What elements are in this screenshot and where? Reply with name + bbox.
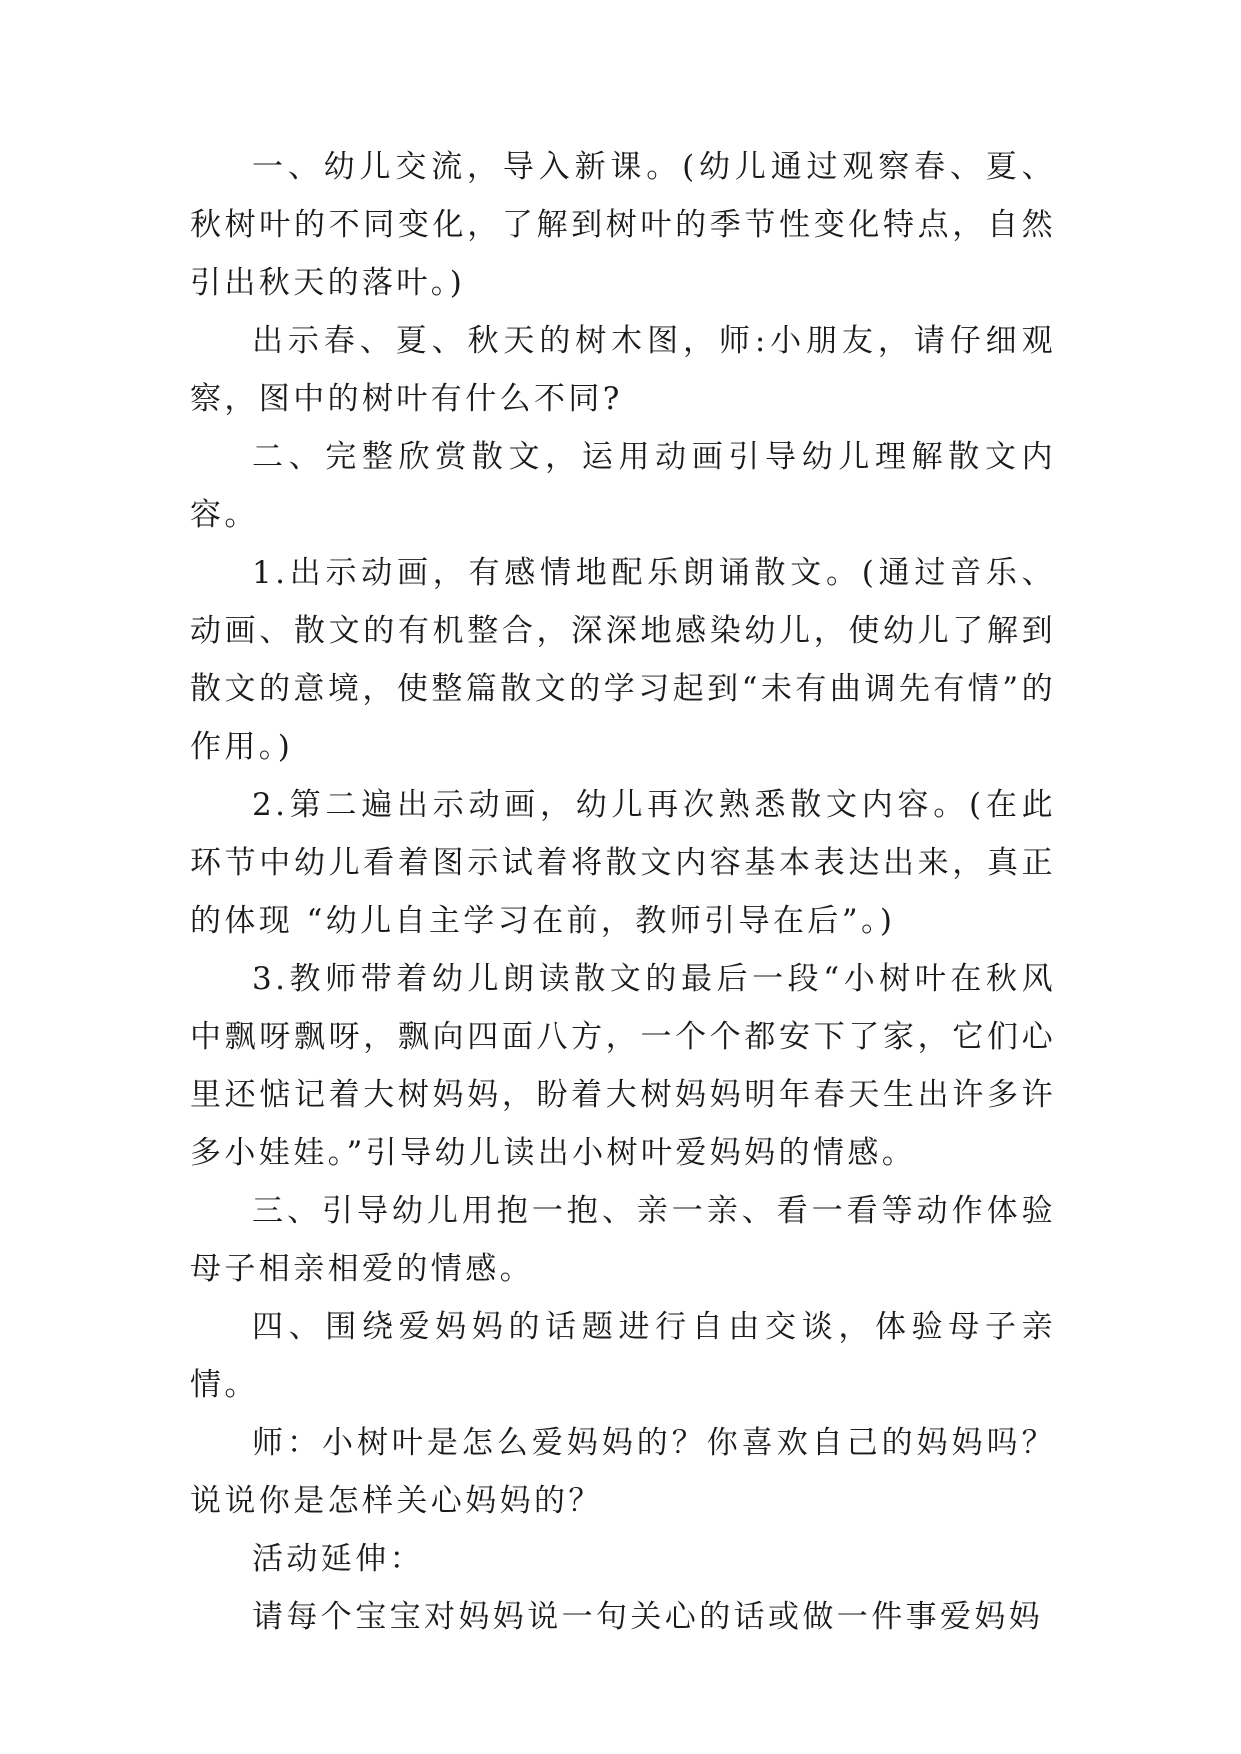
paragraph-show-trees: 出示春、夏、秋天的树木图，师:小朋友，请仔细观察，图中的树叶有什么不同? bbox=[190, 323, 1056, 417]
paragraph-appreciate-prose: 二、完整欣赏散文，运用动画引导幼儿理解散文内容。 bbox=[190, 439, 1056, 533]
paragraph-extension-task: 请每个宝宝对妈妈说一句关心的话或做一件事爱妈妈 bbox=[252, 1599, 1044, 1635]
paragraph-extension-heading: 活动延伸： bbox=[252, 1541, 424, 1577]
paragraph-teacher-questions: 师：小树叶是怎么爱妈妈的？你喜欢自己的妈妈吗？说说你是怎样关心妈妈的？ bbox=[190, 1425, 1056, 1519]
paragraph-free-talk: 四、围绕爱妈妈的话题进行自由交谈，体验母子亲情。 bbox=[190, 1309, 1056, 1403]
paragraph-step-3: 3.教师带着幼儿朗读散文的最后一段“小树叶在秋风中飘呀飘呀，飘向四面八方，一个个都安下了家，它们心里还惦记着大树妈妈，盼着大树妈妈明年春天生出许多许多小娃娃。”引导幼儿读出小树叶爱妈妈的情感。 bbox=[190, 961, 1056, 1171]
document-body bbox=[190, 138, 1056, 1646]
paragraph-step-2: 2.第二遍出示动画，幼儿再次熟悉散文内容。(在此环节中幼儿看着图示试着将散文内容基本表达出来，真正的体现 “幼儿自主学习在前，教师引导在后”。) bbox=[190, 787, 1056, 939]
paragraph-intro-lesson: 一、幼儿交流，导入新课。(幼儿通过观察春、夏、秋树叶的不同变化，了解到树叶的季节性变化特点，自然引出秋天的落叶。) bbox=[190, 149, 1056, 301]
paragraph-hug-kiss: 三、引导幼儿用抱一抱、亲一亲、看一看等动作体验母子相亲相爱的情感。 bbox=[190, 1193, 1056, 1287]
paragraph-step-1: 1.出示动画，有感情地配乐朗诵散文。(通过音乐、动画、散文的有机整合，深深地感染幼儿，使幼儿了解到散文的意境，使整篇散文的学习起到“未有曲调先有情”的作用。) bbox=[190, 555, 1056, 765]
